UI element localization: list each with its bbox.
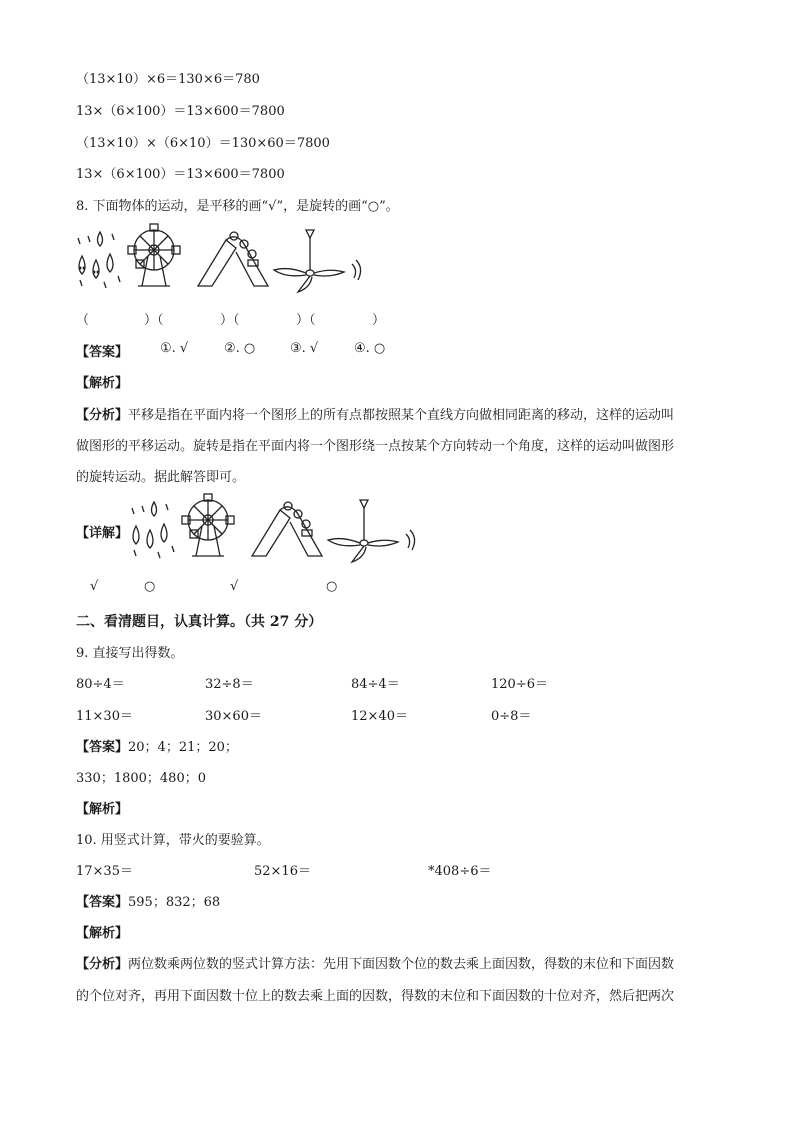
q9-row2-item-4: 0÷8＝ <box>491 709 532 724</box>
q8-detail-tag: 【详解】 <box>76 526 129 541</box>
q8-answer-4: ④. ○ <box>354 341 386 356</box>
q9-row1-item-1: 80÷4＝ <box>76 677 125 692</box>
q8-analysis-line-1 <box>76 404 674 423</box>
q9-row2-item-2: 30×60＝ <box>205 709 262 724</box>
q10-answer-line <box>76 891 220 910</box>
q10-stem: 10. 用竖式计算，带火的要验算。 <box>76 833 270 848</box>
q9-row1-item-3: 84÷4＝ <box>351 677 400 692</box>
slide-icon <box>252 502 322 556</box>
q10-analysis-tag: 【分析】 <box>76 957 129 972</box>
q10-item-3: *408÷6＝ <box>428 864 492 879</box>
q8-answer-3: ③. √ <box>290 341 319 356</box>
q8-pictures-svg <box>74 226 374 294</box>
q9-answer-line-1 <box>76 736 238 755</box>
q8-detail-mark-4: ○ <box>326 579 338 594</box>
q8-blank-open: （ <box>76 313 90 328</box>
q10-item-2: 52×16＝ <box>254 864 311 879</box>
q8-detail-pictures <box>128 496 428 564</box>
q8-detail-mark-3: √ <box>230 579 239 594</box>
q10-item-1: 17×35＝ <box>76 864 133 879</box>
section-2-title: 二、看清题目，认真计算。（共 27 分） <box>76 614 323 630</box>
q10-analysis-line-2: 的个位对齐，再用下面因数十位上的数去乘上面的因数，得数的末位和下面因数的十位对齐，然后把两次 <box>76 989 675 1004</box>
q9-jiexi-tag: 【解析】 <box>76 802 129 817</box>
q9-row2-item-1: 11×30＝ <box>76 709 133 724</box>
q8-blank-close: ） <box>372 313 386 328</box>
calc-line-4: 13×（6×100）＝13×600＝7800 <box>76 167 285 182</box>
q8-answer-1: ①. √ <box>160 341 189 356</box>
q8-analysis-text-1: 平移是指在平面内将一个图形上的所有点都按照某个直线方向做相同距离的移动，这样的运动叫 <box>128 408 675 423</box>
q9-answer-line-2: 330；1800；480；0 <box>76 771 206 786</box>
ceiling-fan-icon <box>328 500 415 562</box>
q10-analysis-line-1 <box>76 953 674 972</box>
ferris-wheel-icon <box>128 224 180 286</box>
q10-jiexi-tag: 【解析】 <box>76 926 129 941</box>
calc-line-1: （13×10）×6＝130×6＝780 <box>76 72 260 87</box>
calc-line-3: （13×10）×（6×10）＝130×60＝7800 <box>76 136 330 151</box>
q8-analysis-tag: 【分析】 <box>76 408 129 423</box>
q8-blank-2: ）（ <box>220 313 240 328</box>
q8-stem: 8. 下面物体的运动，是平移的画“√”，是旋转的画“○”。 <box>76 199 399 214</box>
q8-blank-3: ）（ <box>296 313 316 328</box>
q10-answer-text: 595；832；68 <box>128 895 221 910</box>
q9-row1-item-2: 32÷8＝ <box>205 677 254 692</box>
q10-analysis-text-1: 两位数乘两位数的竖式计算方法：先用下面因数个位的数去乘上面因数，得数的末位和下面因数 <box>128 957 675 972</box>
q8-analysis-line-2: 做图形的平移运动。旋转是指在平面内将一个图形绕一点按某个方向转动一个角度，这样的运动叫做图形 <box>76 439 675 454</box>
q9-row2-item-3: 12×40＝ <box>351 709 408 724</box>
q9-answer-text-1: 20；4；21；20； <box>128 740 238 755</box>
rain-drops-icon <box>132 502 174 558</box>
slide-icon <box>198 232 268 286</box>
q10-answer-tag: 【答案】 <box>76 895 129 910</box>
calc-line-2: 13×（6×100）＝13×600＝7800 <box>76 104 285 119</box>
q8-pictures <box>74 226 374 294</box>
rain-drops-icon <box>78 232 120 288</box>
ferris-wheel-icon <box>182 494 234 556</box>
q9-answer-tag: 【答案】 <box>76 740 129 755</box>
q8-analysis-line-3: 的旋转运动。据此解答即可。 <box>76 470 246 485</box>
q8-detail-pictures-svg <box>128 496 428 564</box>
q8-blank-1: ）（ <box>144 313 164 328</box>
q8-jiexi-tag: 【解析】 <box>76 376 129 391</box>
q8-answer-2: ②. ○ <box>224 341 256 356</box>
q8-detail-mark-2: ○ <box>144 579 156 594</box>
q9-row1-item-4: 120÷6＝ <box>491 677 548 692</box>
q8-detail-mark-1: √ <box>90 579 99 594</box>
ceiling-fan-icon <box>274 230 361 292</box>
q8-answer-tag: 【答案】 <box>76 345 129 360</box>
q9-stem: 9. 直接写出得数。 <box>76 646 184 661</box>
